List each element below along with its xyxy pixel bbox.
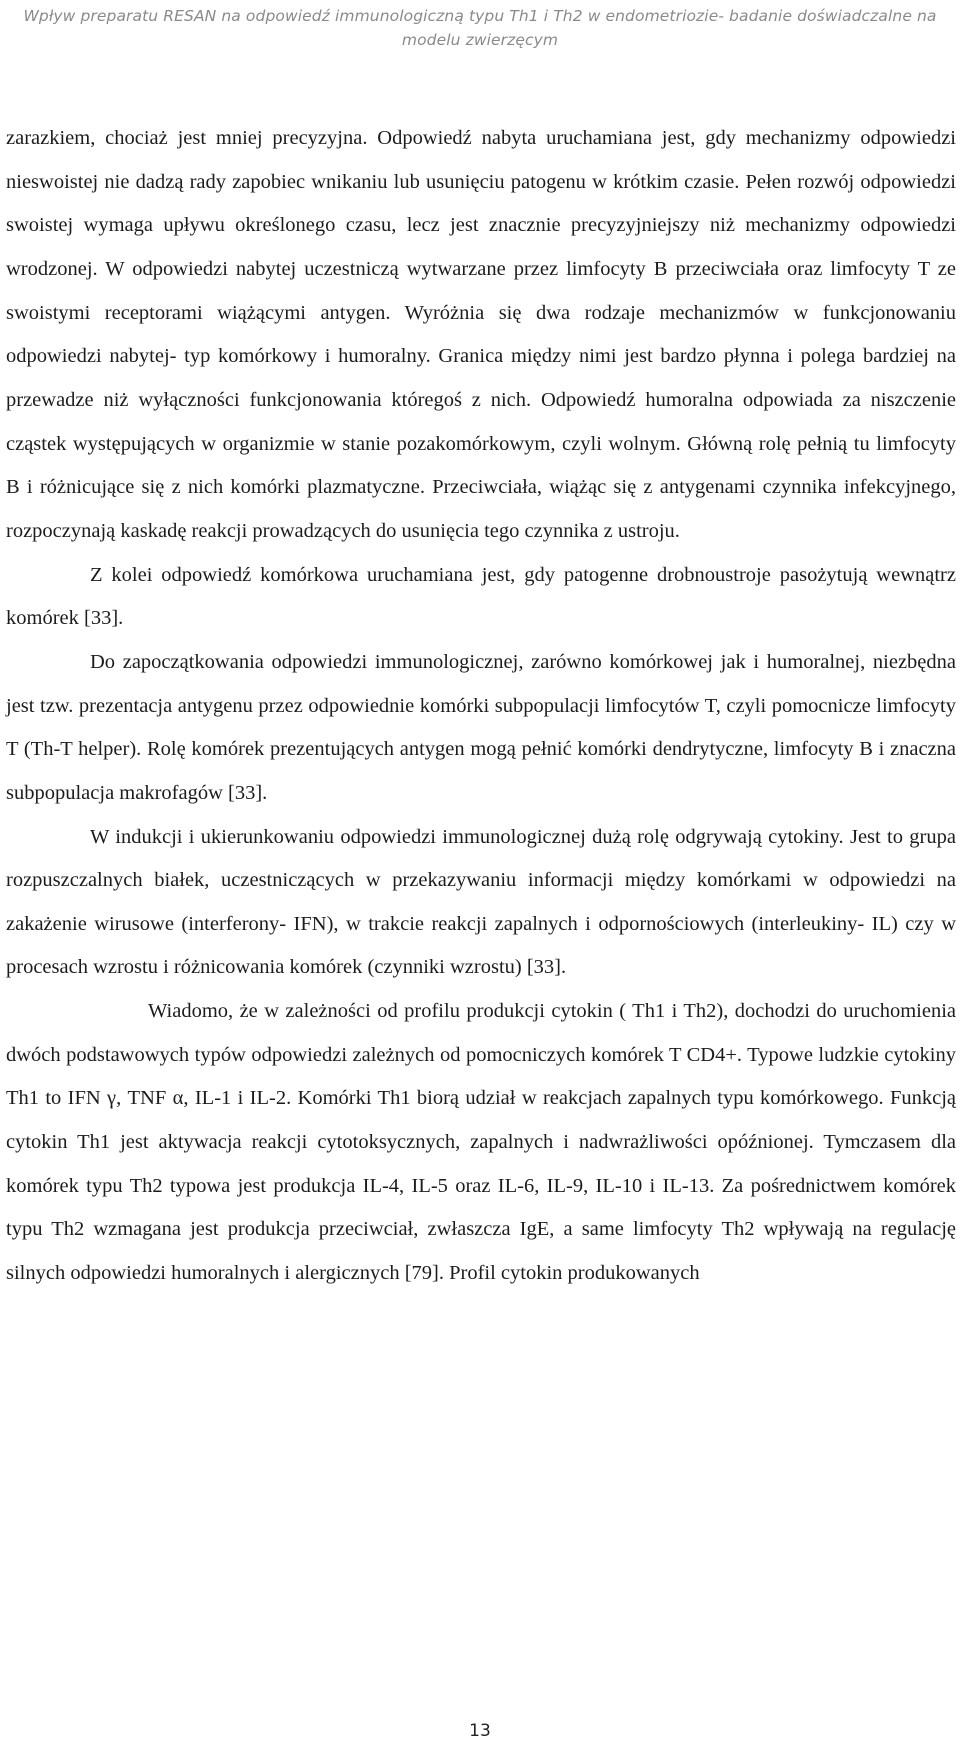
running-header: Wpływ preparatu RESAN na odpowiedź immunologiczną typu Th1 i Th2 w endometriozie- badanie doświadczalne na modelu zwierzęcym (23, 7, 937, 49)
paragraph-cytokines: W indukcji i ukierunkowaniu odpowiedzi immunologicznej dużą rolę odgrywają cytokiny. Jest to grupa rozpuszczalnych białek, uczestniczących w przekazywaniu informacji między komórkami w odpowiedzi na zakażenie wirusowe (interferony- IFN), w trakcie reakcji zapalnych i odpornościowych (interleukiny- IL) czy w procesach wzrostu i różnicowania komórek (czynniki wzrostu) [33]. (6, 825, 956, 979)
paragraph-th1-th2-profile: Wiadomo, że w zależności od profilu produkcji cytokin ( Th1 i Th2), dochodzi do uruchomienia dwóch podstawowych typów odpowiedzi zależnych od pomocniczych komórek T CD4+. Typowe ludzkie cytokiny Th1 to IFN γ, TNF α, IL-1 i IL-2. Komórki Th1 biorą udział w reakcjach zapalnych typu komórkowego. Funkcją cytokin Th1 jest aktywacja reakcji cytotoksycznych, zapalnych i nadwrażliwości opóźnionej. Tymczasem dla komórek typu Th2 typowa jest produkcja IL-4, IL-5 oraz IL-6, IL-9, IL-10 i IL-13. Za pośrednictwem komórek typu Th2 wzmagana jest produkcja przeciwciał, zwłaszcza IgE, a same limfocyty Th2 wpływają na regulację silnych odpowiedzi humoralnych i alergicznych [79]. Profil cytokin produkowanych (6, 1000, 956, 1285)
paragraph-cellular-response: Z kolei odpowiedź komórkowa uruchamiana jest, gdy patogenne drobnoustroje pasożytują wewnątrz komórek [33]. (6, 563, 956, 630)
paragraph-adaptive-response: zarazkiem, chociaż jest mniej precyzyjna. Odpowiedź nabyta uruchamiana jest, gdy mechanizmy odpowiedzi nieswoistej nie dadzą rady zapobiec wnikaniu lub usunięciu patogenu w krótkim czasie. Pełen rozwój odpowiedzi swoistej wymaga upływu określonego czasu, lecz jest znacznie precyzyjniejszy niż mechanizmy odpowiedzi wrodzonej. W odpowiedzi nabytej uczestniczą wytwarzane przez limfocyty B przeciwciała oraz limfocyty T ze swoistymi receptorami wiążącymi antygen. Wyróżnia się dwa rodzaje mechanizmów w funkcjonowaniu odpowiedzi nabytej- typ komórkowy i humoralny. Granica między nimi jest bardzo płynna i polega bardziej na przewadze niż wyłączności funkcjonowania któregoś z nich. Odpowiedź humoralna odpowiada za niszczenie cząstek występujących w organizmie w stanie pozakomórkowym, czyli wolnym. Główną rolę pełnią tu limfocyty B i różnicujące się z nich komórki plazmatyczne. Przeciwciała, wiążąc się z antygenami czynnika infekcyjnego, rozpoczynają kaskadę reakcji prowadzących do usunięcia tego czynnika z ustroju. (6, 127, 956, 542)
body-text (6, 117, 956, 1296)
page-number: 13 (469, 1721, 491, 1741)
paragraph-antigen-presentation: Do zapoczątkowania odpowiedzi immunologicznej, zarówno komórkowej jak i humoralnej, niezbędna jest tzw. prezentacja antygenu przez odpowiednie komórki subpopulacji limfocytów T, czyli pomocnicze limfocyty T (Th-T helper). Rolę komórek prezentujących antygen mogą pełnić komórki dendrytyczne, limfocyty B i znaczna subpopulacja makrofagów [33]. (6, 650, 956, 804)
